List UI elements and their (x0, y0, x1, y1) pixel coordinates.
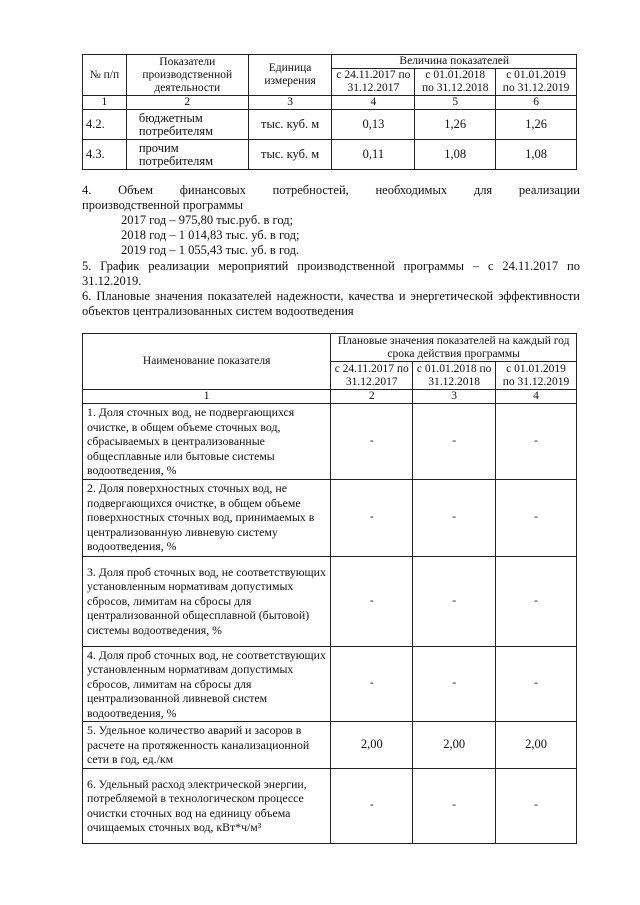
row-value: 1,08 (496, 140, 577, 170)
financing-item-2018: 2018 год – 1 014,83 тыс. уб. в год; (121, 228, 300, 242)
section-6-text: 6. Плановые значения показателей надежности, качества и энергетической эффективности объектов централизованных систем водоотведения (82, 289, 580, 318)
indicator-value: - (496, 646, 577, 722)
section-4-heading-line-2: производственной программы (82, 198, 244, 212)
col-number: 4 (332, 96, 415, 110)
production-indicators-table (82, 54, 577, 170)
header-indicator-name: Наименование показателя (83, 334, 331, 390)
table-row (83, 646, 577, 722)
section-5-text: 5. График реализации мероприятий производственной программы – с 24.11.2017 по 31.12.2019. (82, 259, 580, 288)
col-number: 3 (413, 390, 496, 404)
row-value: 1,26 (415, 110, 496, 140)
indicator-value: - (413, 479, 496, 556)
indicator-value: - (413, 404, 496, 480)
table-row (83, 479, 577, 556)
table-row (83, 404, 577, 480)
reliability-indicators-table (82, 333, 577, 844)
header-period-1: с 24.11.2017 по 31.12.2017 (332, 69, 415, 96)
header-period-2: с 01.01.2018 по 31.12.2018 (413, 362, 496, 390)
indicator-value: - (496, 479, 577, 556)
header-indicator: Показатели производственной деятельности (126, 55, 248, 96)
indicator-value: - (331, 646, 413, 722)
indicator-name: 5. Удельное количество аварий и засоров в расчете на протяженность канализационной сети в год, ед./км (83, 722, 331, 769)
indicator-name: 6. Удельный расход электрической энергии, потребляемой в технологическом процессе очистки сточных вод на единицу объема очищаемых сточных вод, кВт*ч/м³ (83, 768, 331, 843)
row-unit: тыс. куб. м (248, 110, 332, 140)
indicator-value: 2,00 (413, 722, 496, 769)
financing-item-2019: 2019 год – 1 055,43 тыс. уб. в год. (121, 243, 300, 257)
indicator-name: 2. Доля поверхностных сточных вод, не подвергающихся очистке, в общем объеме поверхностных сточных вод, принимаемых в централизованную ливневую систему водоотведения, % (83, 479, 331, 556)
header-values-group: Величина показателей (332, 55, 577, 69)
indicator-value: - (496, 768, 577, 843)
table-row (83, 556, 577, 646)
indicator-value: - (331, 479, 413, 556)
table-row (83, 722, 577, 769)
header-period-1: с 24.11.2017 по 31.12.2017 (331, 362, 413, 390)
indicator-value: 2,00 (331, 722, 413, 769)
header-period-3: с 01.01.2019 по 31.12.2019 (496, 69, 577, 96)
col-number: 4 (496, 390, 577, 404)
indicator-name: 3. Доля проб сточных вод, не соответствующих установленным нормативам допустимых сбросов, лимитам на сбросы для централизованной общесплавной (бытовой) системы водоотведения, % (83, 556, 331, 646)
col-number: 5 (415, 96, 496, 110)
table-row (83, 140, 577, 170)
col-number: 1 (83, 96, 127, 110)
row-value: 0,11 (332, 140, 415, 170)
col-number: 6 (496, 96, 577, 110)
financing-item-2017: 2017 год – 975,80 тыс.руб. в год; (121, 213, 294, 227)
row-value: 1,26 (496, 110, 577, 140)
indicator-value: - (413, 556, 496, 646)
col-number: 2 (331, 390, 413, 404)
indicator-name: 4. Доля проб сточных вод, не соответствующих установленным нормативам допустимых сбросов, лимитам на сбросы для централизованной ливневой систем водоотведения, % (83, 646, 331, 722)
table-row (83, 768, 577, 843)
header-period-3: с 01.01.2019 по 31.12.2019 (496, 362, 577, 390)
indicator-value: - (413, 646, 496, 722)
row-value: 1,08 (415, 140, 496, 170)
col-number: 1 (83, 390, 331, 404)
row-num: 4.3. (83, 140, 127, 170)
indicator-value: - (496, 556, 577, 646)
indicator-value: - (331, 404, 413, 480)
indicator-value: 2,00 (496, 722, 577, 769)
table-row (83, 110, 577, 140)
col-number: 3 (248, 96, 332, 110)
indicator-name: 1. Доля сточных вод, не подвергающихся очистке, в общем объеме сточных вод, сбрасываемых в централизованные общесплавные или бытовые системы водоотведения, % (83, 404, 331, 480)
row-name: бюджетным потребителям (126, 110, 248, 140)
header-num: № п/п (83, 55, 127, 96)
section-4-heading-line-1: 4. Объем финансовых потребностей, необходимых для реализации (82, 183, 580, 197)
header-planned-values: Плановые значения показателей на каждый год срока действия программы (331, 334, 577, 362)
col-number: 2 (126, 96, 248, 110)
indicator-value: - (413, 768, 496, 843)
row-unit: тыс. куб. м (248, 140, 332, 170)
header-unit: Единица измерения (248, 55, 332, 96)
row-value: 0,13 (332, 110, 415, 140)
row-num: 4.2. (83, 110, 127, 140)
row-name: прочим потребителям (126, 140, 248, 170)
indicator-value: - (331, 556, 413, 646)
indicator-value: - (331, 768, 413, 843)
indicator-value: - (496, 404, 577, 480)
header-period-2: с 01.01.2018 по 31.12.2018 (415, 69, 496, 96)
